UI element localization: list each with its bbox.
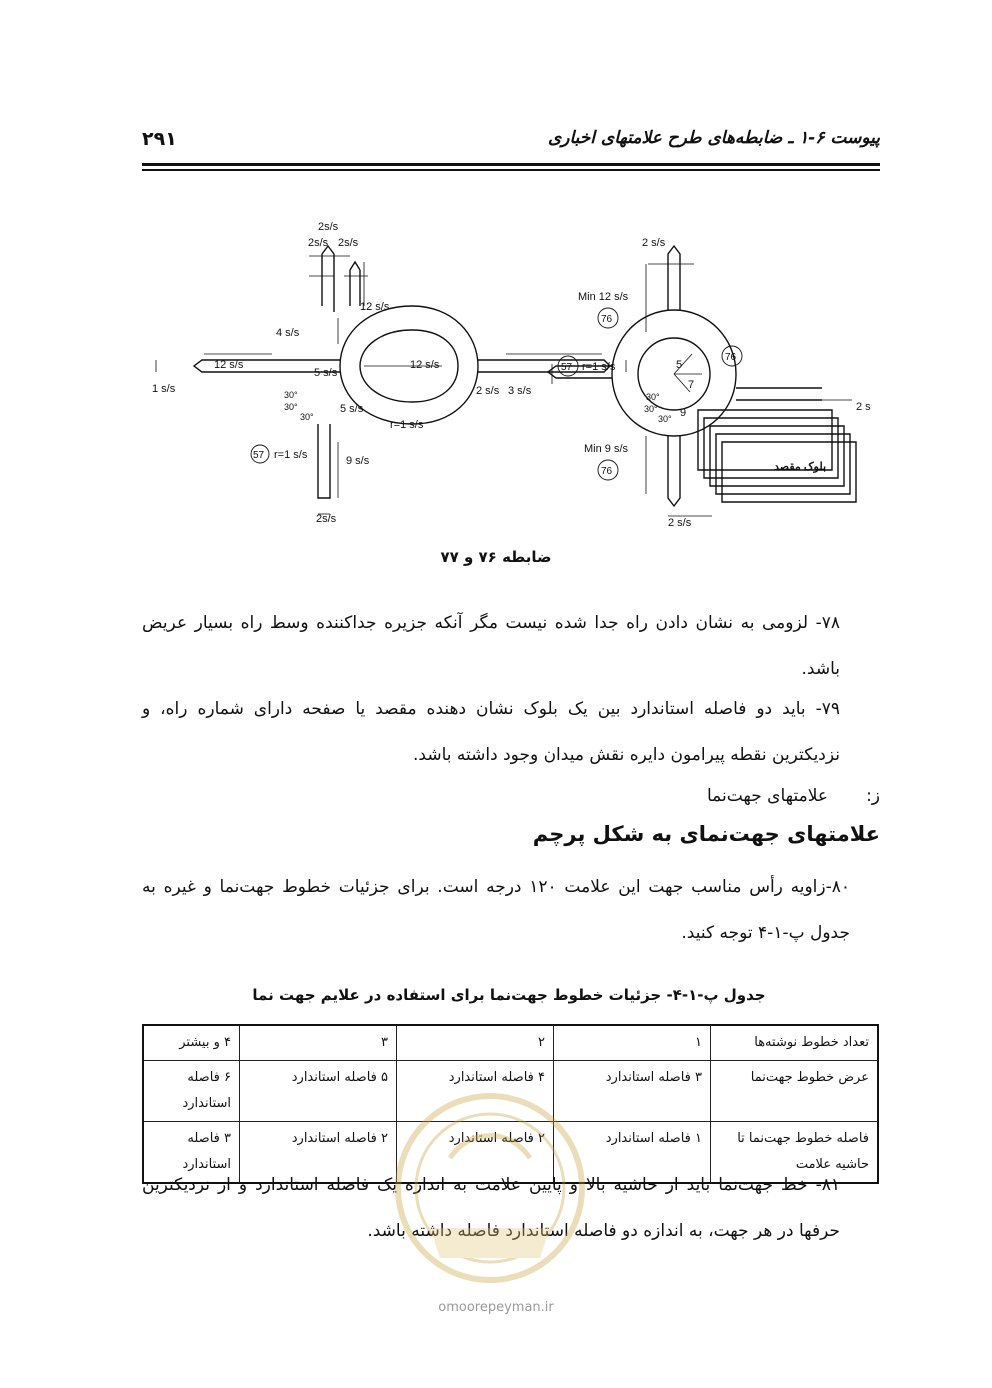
right-arm-bottom xyxy=(668,436,680,506)
table-cell: فاصله خطوط جهت‌نما تا حاشیه علامت xyxy=(711,1122,879,1184)
table-cell: ۵ فاصله استاندارد xyxy=(240,1061,397,1122)
left-inner-b-label: 5 s/s xyxy=(340,403,364,415)
right-min-bottom-label: Min 9 s/s xyxy=(584,443,629,455)
right-block-label: بلوک مقصد xyxy=(774,461,827,473)
left-arm-right-width-b-label: 3 s/s xyxy=(508,385,532,397)
left-angle-c-label: 30° xyxy=(300,412,314,422)
left-top-total-label: 2s/s xyxy=(318,221,339,233)
right-arm-top xyxy=(668,246,680,310)
table-cell: ۲ xyxy=(397,1025,554,1061)
table-cell: ۴ و بیشتر xyxy=(143,1025,240,1061)
table-cell: ۳ فاصله استاندارد xyxy=(143,1122,240,1184)
table-cell: ۲ فاصله استاندارد xyxy=(397,1122,554,1184)
table-cell: ۱ xyxy=(554,1025,711,1061)
right-angle-b-label: 30° xyxy=(644,404,658,414)
table-caption: جدول پ-۱-۴- جزئیات خطوط جهت‌نما برای استفاده در علایم جهت نما xyxy=(252,986,766,1004)
left-arm-right-width-a-label: 2 s/s xyxy=(476,385,500,397)
left-arm-left-width-label: 1 s/s xyxy=(152,383,176,395)
right-inner-9-label: 9 xyxy=(680,407,687,419)
left-arm-left-label: 12 s/s xyxy=(214,359,244,371)
right-inner-7-label: 7 xyxy=(688,379,695,391)
right-block-3 xyxy=(710,426,844,486)
table-cell: تعداد خطوط نوشته‌ها xyxy=(711,1025,879,1061)
roundabout-diagram-figure xyxy=(142,214,882,536)
left-angle-b-label: 30° xyxy=(284,402,298,412)
right-ref-right-label: 76 xyxy=(725,352,737,363)
table-cell: ۳ xyxy=(240,1025,397,1061)
right-arm-right xyxy=(736,388,822,400)
section-z-label: ز: xyxy=(866,786,880,806)
left-arm-top xyxy=(350,262,360,306)
paragraph-78: ۷۸- لزومی به نشان دادن راه جدا شده نیست مگر آنکه جزیره جداکننده وسط راه بسیار عریض باشد. xyxy=(142,613,840,679)
left-r-left-label: r=1 s/s xyxy=(274,449,308,461)
right-ref-bottom-label: 76 xyxy=(601,466,613,477)
left-r-right-label: r=1 s/s xyxy=(390,419,424,431)
right-angle-c-label: 30° xyxy=(658,414,672,424)
running-header-title: پیوست ۶-۱ ـ ضابطه‌های طرح علامتهای اخباری xyxy=(547,128,880,148)
watermark-logo xyxy=(370,1078,610,1298)
figure-caption: ضابطه ۷۶ و ۷۷ xyxy=(440,548,552,566)
right-inner-5-label: 5 xyxy=(676,359,683,371)
left-arm-right-label: 12 s/s xyxy=(410,359,440,371)
watermark-site: omoorepeyman.ir xyxy=(438,1300,554,1315)
table-row xyxy=(143,1025,878,1061)
left-angle-a-label: 30° xyxy=(284,390,298,400)
section-heading: علامتهای جهت‌نمای به شکل پرچم xyxy=(532,822,880,846)
right-gap-label: 2 s xyxy=(856,401,871,413)
table-cell: عرض خطوط جهت‌نما xyxy=(711,1061,879,1122)
left-top-b-label: 2s/s xyxy=(338,237,359,249)
header-rule-thick xyxy=(142,163,880,166)
left-top-a-label: 2s/s xyxy=(308,237,329,249)
right-angle-a-label: 30° xyxy=(646,392,660,402)
right-text xyxy=(558,237,871,529)
right-top-width-label: 2 s/s xyxy=(642,237,666,249)
left-arm-bottom xyxy=(318,424,330,498)
left-dimensions xyxy=(156,256,626,514)
paragraph-79: ۷۹- باید دو فاصله استاندارد بین یک بلوک نشان دهنده مقصد یا صفحه دارای شماره راه، و نزدیکترین نقطه پیرامون دایره نقش میدان وجود داشته باشد. xyxy=(142,699,840,765)
table-cell: ۶ فاصله استاندارد xyxy=(143,1061,240,1122)
left-bottom-width-label: 2s/s xyxy=(316,513,337,525)
right-ref-top-label: 76 xyxy=(601,314,613,325)
section-z-title: علامتهای جهت‌نما xyxy=(706,786,828,806)
paragraph-81: ۸۱- خط جهت‌نما باید از حاشیه بالا و پایین علامت به اندازه یک فاصله استاندارد و از نزدیکترین حرفها در هر جهت، به اندازه دو فاصله استاندارد فاصله داشته باشد. xyxy=(142,1175,840,1241)
right-r-left-label: r=1 s/s xyxy=(582,361,616,373)
right-ref-left-label: 57 xyxy=(561,362,573,373)
left-inner-a-label: 5 s/s xyxy=(314,367,338,379)
left-arm-top-label: 12 s/s xyxy=(360,301,390,313)
right-min-top-label: Min 12 s/s xyxy=(578,291,629,303)
page-number: ۲۹۱ xyxy=(142,128,177,150)
right-roundabout-outline xyxy=(612,310,736,436)
right-bottom-width-label: 2 s/s xyxy=(668,517,692,529)
left-text xyxy=(152,221,532,525)
table-cell: ۲ فاصله استاندارد xyxy=(240,1122,397,1184)
left-ref-circle-label: 57 xyxy=(253,450,265,461)
left-short-arm-label: 4 s/s xyxy=(276,327,300,339)
table-cell: ۴ فاصله استاندارد xyxy=(397,1061,554,1122)
header-rule-thin xyxy=(142,169,880,171)
paragraph-80: ۸۰-زاویه رأس مناسب جهت این علامت ۱۲۰ درجه است. برای جزئیات خطوط جهت‌نما و غیره به جدول پ-۱-۴ توجه کنید. xyxy=(142,877,850,943)
table-cell: ۱ فاصله استاندارد xyxy=(554,1122,711,1184)
table-cell: ۳ فاصله استاندارد xyxy=(554,1061,711,1122)
left-arm-bottom-label: 9 s/s xyxy=(346,455,370,467)
